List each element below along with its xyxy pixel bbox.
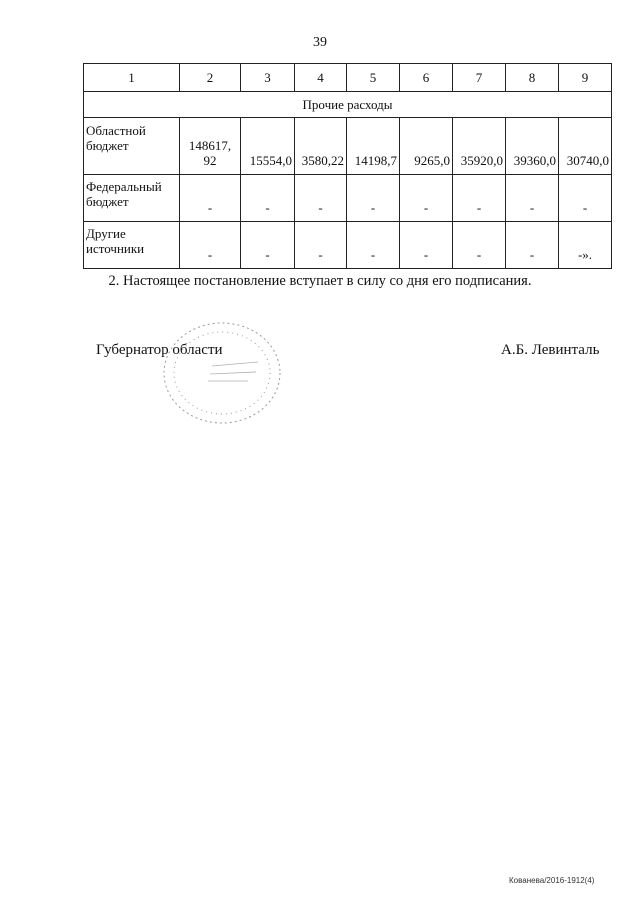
table-cell: -».​ bbox=[559, 222, 612, 269]
header-cell: 8 bbox=[506, 64, 559, 92]
table-cell: - bbox=[295, 222, 347, 269]
header-cell: 1 bbox=[84, 64, 180, 92]
table-cell: 148617, 92 bbox=[180, 118, 241, 175]
row-label-line: Областной bbox=[86, 123, 146, 138]
table-cell: - bbox=[180, 175, 241, 222]
table-cell: - bbox=[453, 175, 506, 222]
table-cell: - bbox=[453, 222, 506, 269]
budget-table bbox=[83, 63, 612, 269]
header-cell: 7 bbox=[453, 64, 506, 92]
table-header-row bbox=[84, 64, 612, 92]
table-cell: 35920,0 bbox=[453, 118, 506, 175]
table-row bbox=[84, 222, 612, 269]
footer-reference: Кованева/2016-1912(4) bbox=[509, 876, 595, 885]
table-cell: - bbox=[180, 222, 241, 269]
table-row bbox=[84, 175, 612, 222]
header-cell: 4 bbox=[295, 64, 347, 92]
table-cell: - bbox=[295, 175, 347, 222]
table-cell: 3580,22 bbox=[295, 118, 347, 175]
table-cell: - bbox=[506, 175, 559, 222]
header-cell: 2 bbox=[180, 64, 241, 92]
table-cell: 14198,7 bbox=[347, 118, 400, 175]
table-cell: - bbox=[241, 175, 295, 222]
row-label bbox=[84, 222, 180, 269]
table-cell: - bbox=[241, 222, 295, 269]
table-cell: - bbox=[506, 222, 559, 269]
table-row bbox=[84, 118, 612, 175]
header-cell: 9 bbox=[559, 64, 612, 92]
table-cell: - bbox=[400, 175, 453, 222]
stamp-seal bbox=[160, 318, 285, 428]
table-cell: - bbox=[400, 222, 453, 269]
section-row bbox=[84, 92, 612, 118]
row-label-line: бюджет bbox=[86, 138, 129, 153]
header-cell: 5 bbox=[347, 64, 400, 92]
table-cell: 9265,0 bbox=[400, 118, 453, 175]
row-label bbox=[84, 175, 180, 222]
table-cell: 15554,0 bbox=[241, 118, 295, 175]
paragraph-effective-date: 2. Настоящее постановление вступает в силу со дня его подписания. bbox=[108, 273, 532, 289]
row-label bbox=[84, 118, 180, 175]
header-cell: 3 bbox=[241, 64, 295, 92]
row-label-line: Другие bbox=[86, 226, 126, 241]
table-cell: - bbox=[347, 222, 400, 269]
row-label-line: источники bbox=[86, 241, 145, 256]
signatory-name: А.Б. Левинталь bbox=[501, 342, 600, 358]
table-cell: 39360,0 bbox=[506, 118, 559, 175]
page-number: 39 bbox=[313, 35, 327, 50]
section-title: Прочие расходы bbox=[84, 92, 612, 118]
table-cell: 30740,0 bbox=[559, 118, 612, 175]
table-cell: - bbox=[347, 175, 400, 222]
row-label-line: бюджет bbox=[86, 194, 129, 209]
header-cell: 6 bbox=[400, 64, 453, 92]
row-label-line: Федеральный bbox=[86, 179, 162, 194]
table-cell: - bbox=[559, 175, 612, 222]
signatory-title: Губернатор области bbox=[96, 342, 223, 358]
